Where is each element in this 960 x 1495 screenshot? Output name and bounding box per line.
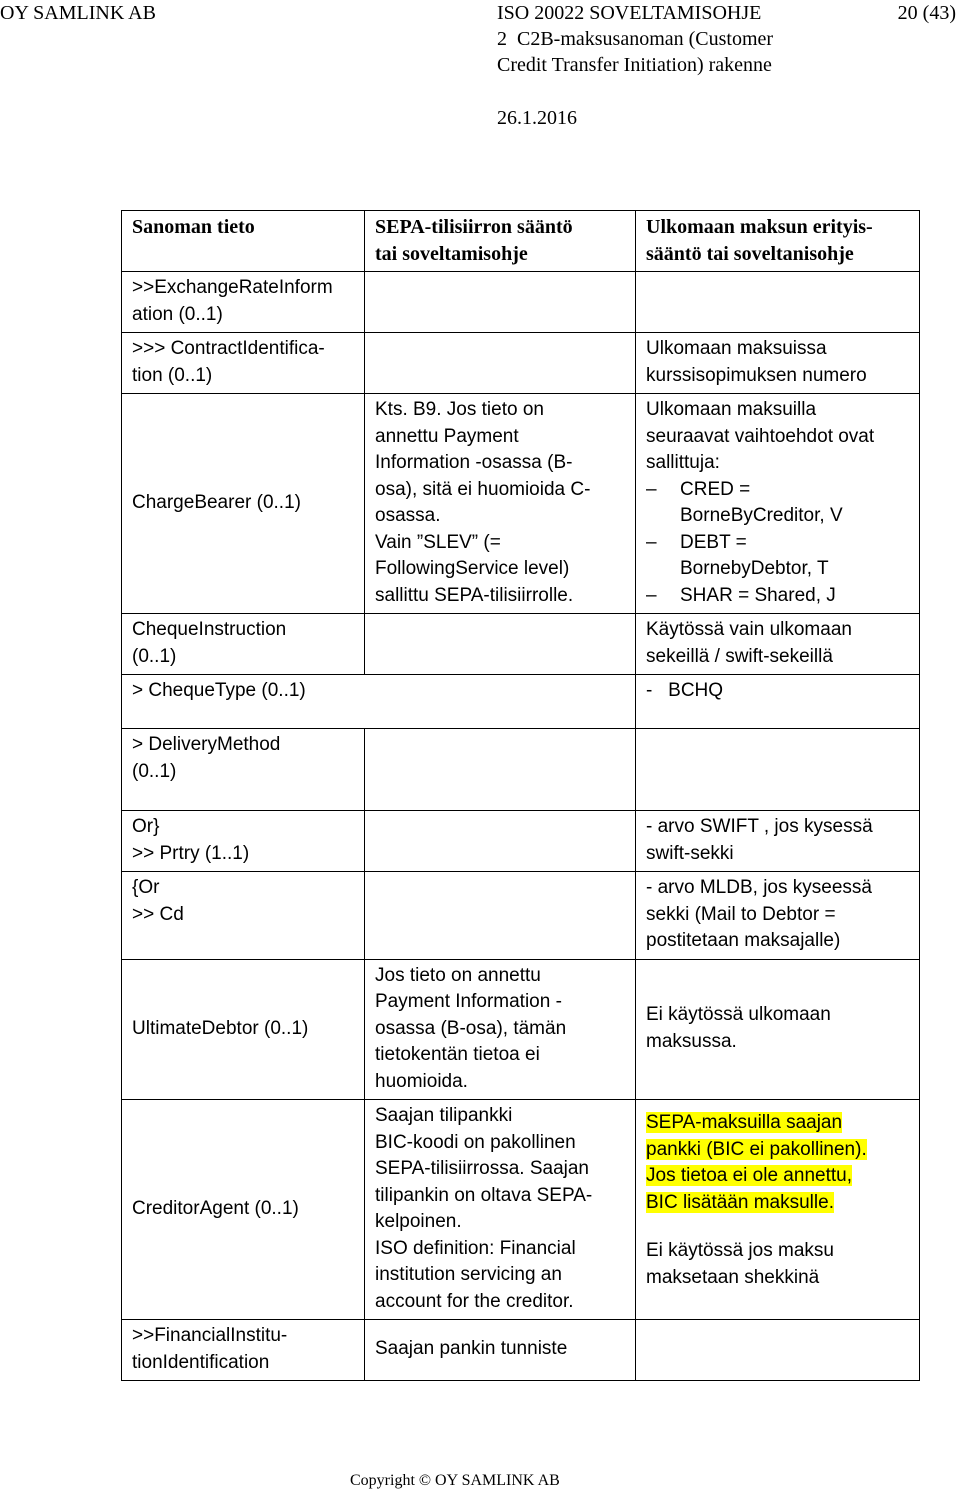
table-row [122, 675, 920, 729]
cell-empty [365, 811, 636, 872]
field-prtry: Or} >> Prtry (1..1) [122, 811, 365, 872]
cell-empty [365, 272, 636, 333]
foreign-cd: - arvo MLDB, jos kyseessä sekki (Mail to Debtor = postitetaan maksajalle) [636, 872, 920, 960]
charge-options-intro: Ulkomaan maksuilla seuraavat vaihtoehdot ovat sallittuja: [646, 399, 875, 473]
field-exchange-rate: >>ExchangeRateInform ation (0..1) [122, 272, 365, 333]
col-header-foreign: Ulkomaan maksun erityis- sääntö tai soveltanisohje [636, 211, 920, 272]
field-cheque-type: > ChequeType (0..1) [122, 675, 636, 729]
table-row [122, 614, 920, 675]
table-row [122, 729, 920, 811]
field-charge-bearer: ChargeBearer (0..1) [122, 394, 365, 614]
foreign-creditor-agent [636, 1100, 920, 1320]
header-company: OY SAMLINK AB [0, 2, 156, 24]
field-creditor-agent: CreditorAgent (0..1) [122, 1100, 365, 1320]
cell-empty [365, 614, 636, 675]
charge-option-shar: – SHAR = Shared, J [646, 583, 911, 610]
table-row [122, 811, 920, 872]
footer-copyright: Copyright © OY SAMLINK AB [350, 1472, 560, 1489]
table-row [122, 1100, 920, 1320]
table-row [122, 1320, 920, 1381]
header-title-line1: ISO 20022 SOVELTAMISOHJE [497, 2, 762, 24]
header-document-title [497, 0, 773, 78]
table-row [122, 394, 920, 614]
table-row [122, 959, 920, 1100]
highlight-line-1: SEPA-maksuilla saajan [646, 1112, 843, 1133]
col-header-field: Sanoman tieto [122, 211, 365, 272]
table-row [122, 272, 920, 333]
cell-empty [365, 333, 636, 394]
foreign-ultimate-debtor: Ei käytössä ulkomaan maksussa. [636, 959, 920, 1100]
sepa-ultimate-debtor: Jos tieto on annettu Payment Information - osassa (B-osa), tämän tietokentän tietoa ei huomioida. [365, 959, 636, 1100]
field-ultimate-debtor: UltimateDebtor (0..1) [122, 959, 365, 1100]
field-cd: {Or >> Cd [122, 872, 365, 960]
sepa-charge-bearer: Kts. B9. Jos tieto on annettu Payment Information -osassa (B- osa), sitä ei huomioida C- osassa. Vain ”SLEV” (= FollowingService level) sallittu SEPA-tilisiirrolle. [365, 394, 636, 614]
header-date: 26.1.2016 [497, 107, 577, 129]
sepa-financial-institution-id: Saajan pankin tunniste [365, 1320, 636, 1381]
header-title-line3: Credit Transfer Initiation) rakenne [497, 54, 772, 76]
col-header-sepa: SEPA-tilisiirron sääntö tai soveltamisohje [365, 211, 636, 272]
charge-option-cred: – CRED = BorneByCreditor, V [646, 477, 911, 530]
field-cheque-instruction: ChequeInstruction (0..1) [122, 614, 365, 675]
highlight-line-2: pankki (BIC ei pakollinen). [646, 1138, 867, 1160]
foreign-cheque-type: - BCHQ [636, 675, 920, 729]
header-title-line2: 2 C2B-maksusanoman (Customer [497, 28, 774, 50]
foreign-charge-bearer [636, 394, 920, 614]
foreign-cheque-instruction: Käytössä vain ulkomaan sekeillä / swift-sekeillä [636, 614, 920, 675]
table-row [122, 872, 920, 960]
highlight-line-3: Jos tietoa ei ole annettu, [646, 1165, 852, 1186]
table-row [122, 333, 920, 394]
table-header-row [122, 211, 920, 272]
charge-option-debt: – DEBT = BornebyDebtor, T [646, 530, 911, 583]
cell-empty [636, 272, 920, 333]
cell-empty [365, 872, 636, 960]
foreign-contract-id: Ulkomaan maksuissa kurssisopimuksen numero [636, 333, 920, 394]
charge-options-list [646, 477, 911, 610]
header-page-number: 20 (43) [897, 2, 956, 24]
highlighted-note [646, 1110, 911, 1216]
cell-empty [636, 729, 920, 811]
field-contract-id: >>> ContractIdentifica- tion (0..1) [122, 333, 365, 394]
highlight-line-4: BIC lisätään maksulle. [646, 1191, 834, 1213]
field-financial-institution-id: >>FinancialInstitu- tionIdentification [122, 1320, 365, 1381]
foreign-prtry: - arvo SWIFT , jos kysessä swift-sekki [636, 811, 920, 872]
spec-table [121, 210, 920, 1381]
sepa-creditor-agent: Saajan tilipankki BIC-koodi on pakollinen SEPA-tilisiirrossa. Saajan tilipankin on oltava SEPA- kelpoinen. ISO definition: Financial institution servicing an account for the creditor. [365, 1100, 636, 1320]
field-delivery-method: > DeliveryMethod (0..1) [122, 729, 365, 811]
cell-empty [636, 1320, 920, 1381]
cell-empty [365, 729, 636, 811]
cheque-note: Ei käytössä jos maksu maksetaan shekkinä [646, 1240, 834, 1288]
